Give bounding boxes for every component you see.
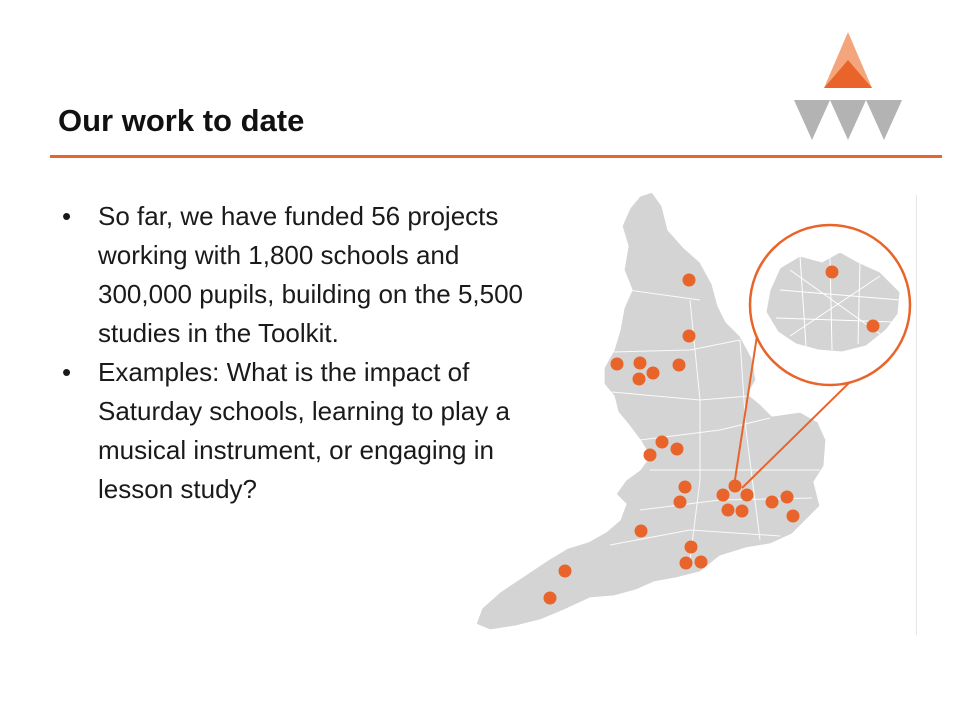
england-map bbox=[470, 188, 925, 638]
title-underline bbox=[50, 155, 942, 158]
london-inset-map bbox=[750, 225, 910, 385]
bullet-marker: • bbox=[62, 357, 72, 387]
bullet-item-funding bbox=[62, 197, 532, 353]
bullet-list bbox=[62, 197, 532, 509]
bullet-text-examples: Examples: What is the impact of Saturday schools, learning to play a musical instrument, or engaging in lesson study? bbox=[98, 357, 510, 504]
page-title: Our work to date bbox=[58, 103, 305, 138]
bullet-marker: • bbox=[62, 201, 72, 231]
bullet-item-examples bbox=[62, 353, 532, 509]
triangle-logo-icon bbox=[790, 30, 906, 142]
bullet-text-funding: So far, we have funded 56 projects working with 1,800 schools and 300,000 pupils, building on the 5,500 studies in the Toolkit. bbox=[98, 201, 524, 348]
